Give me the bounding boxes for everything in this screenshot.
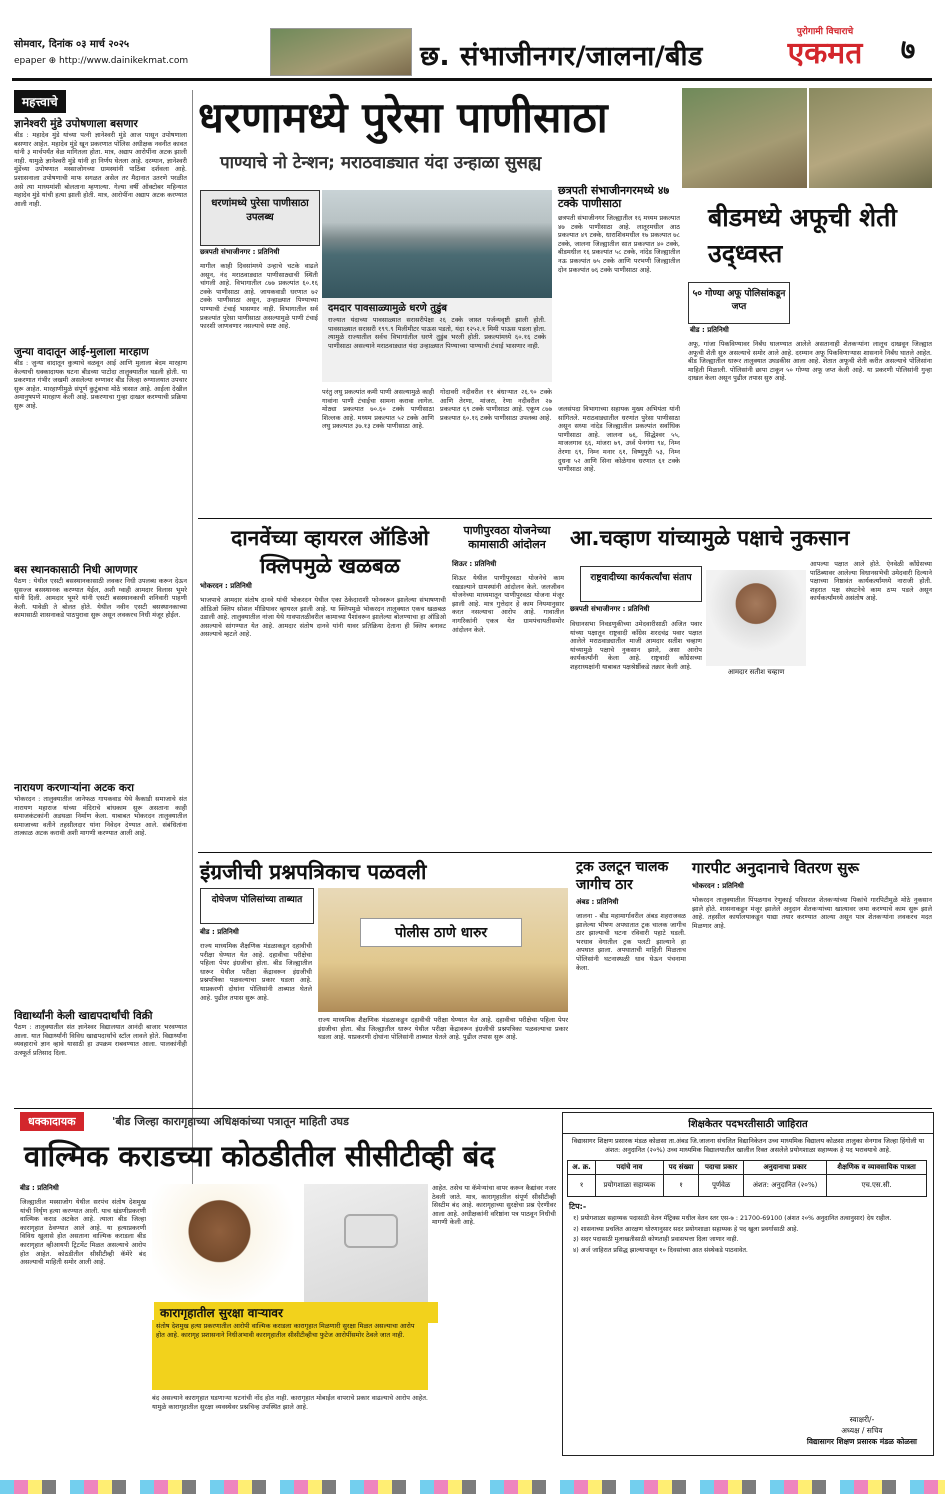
sidebar-item-body: पैठण : येथील एसटी बसस्थानकासाठी लवकर निधी उपलब्ध करून देऊन सुसज्ज बसस्थानक करण्यात येईल, अशी ग्वाही आमदार विलास भूमरे यांनी दिली. आमदार भूमरे यांनी एसटी बसस्थानकाची शनिवारी पाहणी केली. यावेळी ते बोलत होते. येथील नवीन एसटी बसस्थानकाच्या कामासाठी शासनाकडे पाठपुरावा सुरू असून लवकरच निधी मंजूर होईल. — [14, 577, 187, 620]
ad-th: पद संख्या — [663, 1161, 699, 1175]
ad-th: पदांचे नाव — [596, 1161, 664, 1175]
website-url[interactable]: http://www.dainikekmat.com — [59, 56, 189, 66]
ad-td: पूर्णवेळ — [699, 1175, 743, 1197]
ad-note: ३) सदर पदासाठी मुलाखतीसाठी कोणताही प्रवासभत्ता दिला जाणार नाही. — [573, 1236, 739, 1243]
garpit-headline: गारपीट अनुदानाचे वितरण सुरू — [692, 859, 860, 877]
recruitment-ad — [562, 1112, 934, 1456]
brand-logo — [773, 24, 877, 76]
color-registration-strip — [0, 1480, 945, 1494]
ad-th: अनुदानाचा प्रकार — [743, 1161, 826, 1175]
paani-body: शिऊर येथील पाणीपुरवठा योजनेचे काम रखडल्याने ग्रामस्थांनी आंदोलन केले. जलजीवन योजनेच्या माध्यमातून पाणीपुरवठा योजना मंजूर झाली आहे. मात्र गुत्तेदार हे काम नियमानुसार करत नसल्याचा आरोप आहे. गावातील नागरिकांनी एकत्र येत ग्रामपंचायतीसमोर आंदोलन केले. — [452, 574, 564, 634]
karad-headline: वाल्मिक कराडच्या कोठडीतील सीसीटीव्ही बंद — [24, 1139, 495, 1173]
karad-portrait — [152, 1184, 302, 1302]
chavan-body: विधानसभा निवडणुकीच्या उमेदवारीसाठी अजित पवार यांच्या पक्षातून राष्ट्रवादी काँग्रेस शरदचंद्र पवार पक्षात आलेले मराठवाड्यातील माजी आमदार सतीश चव्हाण यांच्यामुळे पक्षाचे नुकसान झाले, असा आरोप कार्यकर्त्यांनी केला आहे. राष्ट्रवादी काँग्रेसच्या शहराध्यक्षांनी याबाबत पक्षश्रेष्ठींकडे तक्रार केली आहे. — [570, 620, 702, 671]
page-number: ७ — [900, 33, 916, 66]
ad-signature — [807, 1414, 917, 1447]
truck-headline: ट्रक उलटून चालक जागीच ठार — [576, 859, 669, 893]
lead-stat-title: छत्रपती संभाजीनगरमध्ये ४७ टक्के पाणीसाठा — [558, 184, 670, 210]
lead-body-2: परंतु लघु प्रकल्पांत कमी पाणी असल्यामुळे काही गावांना पाणी टंचाईचा सामना करावा लागेल. मोठ्या प्रकल्पात ७०.६० टक्के पाणीसाठा शिल्लक आहे. मध्यम प्रकल्पात ५२ टक्के आणि लघु प्रकल्पात ३७.१३ टक्के पाणीसाठा आहे. — [322, 388, 434, 431]
masthead-rule — [12, 78, 932, 81]
ad-sign-org: विद्यासागर शिक्षण प्रसारक मंडळ कोळसा — [806, 1437, 917, 1446]
ad-td: अंशत: अनुदानित (२०%) — [743, 1175, 826, 1197]
danve-headline: दानवेंच्या व्हायरल ऑडिओ क्लिपमुळे खळबळ — [231, 526, 429, 578]
paani-dateline: शिऊर : प्रतिनिधी — [452, 560, 497, 568]
ad-th: पदाचा प्रकार — [699, 1161, 743, 1175]
sidebar-item-body: बीड : जुन्या वादातून कुत्र्याचे वळवून आई आणि मुलाला बेदम मारहाण केल्याची धक्कादायक घटना बीडच्या पाटोदा तालुक्यातील घडली होती. या प्रकरणात गंभीर जखमी असलेल्या रुग्णावर बीड जिल्हा रुग्णालयात उपचार सुरू आहेत. मारहाणीमुळे संपूर्ण कुटुंबाचा मोठे त्रासात आहे. आईला देखील अमानुषपणे मारहाण केली आहे. प्रकरणाचा गुन्हा दाखल करण्याची प्रक्रिया सुरू आहे. — [14, 359, 187, 410]
karad-body-2: आहेत. तसेच या कॅमेऱ्यांचा वापर करून कैद्यांवर नजर ठेवली जाते. मात्र, कारागृहातील संपूर्ण सीसीटीव्ही सिस्टीम बंद आहे. कारागृहाच्या सुरक्षेचा प्रश्न ऐरणीवर आला आहे. अधीक्षकांनी वरिष्ठांना पत्र पाठवून निधीची मागणी केली आहे. — [432, 1184, 556, 1227]
karad-cctv-image — [304, 1184, 428, 1302]
truck-body: जालना - बीड महामार्गावरील अंबड शहराजवळ झालेल्या भीषण अपघातात ट्रक चालक जागीच ठार झाल्याची घटना रविवारी पहाटे घडली. भरधाव वेगातील ट्रक पलटी झाल्याने हा अपघात झाला. अपघाताची माहिती मिळताच पोलिसांनी घटनास्थळी धाव घेऊन पंचनामा केला. — [576, 912, 686, 972]
garpit-dateline: भोकरदन : प्रतिनिधी — [692, 882, 744, 890]
lead-stat-box — [558, 184, 680, 404]
chavan-caption: आमदार सतीश चव्हाण — [727, 668, 785, 676]
ad-td: १ — [568, 1175, 596, 1197]
beed-sub-box — [688, 282, 790, 324]
lead-stat-body: छत्रपती संभाजीनगर जिल्ह्यातील १६ मध्यम प्रकल्पात ४७ टक्के पाणीसाठा आहे. लातूरमधील आठ प्रकल्पात ४९ टक्के, धाराशिवमधील १७ प्रकल्पात ७८ टक्के, जालना जिल्ह्यातील सात प्रकल्पात ४० टक्के, बीडमधील १६ प्रकल्पांत ५८ टक्के, नांदेड जिल्ह्यातील नऊ प्रकल्पांत ७५ टक्के आणि परभणी जिल्ह्यातील दोन प्रकल्पांत ७६ टक्के पाणीसाठा आहे. — [558, 214, 680, 274]
beed-body: अफू, गांजा पिकविण्यावर निर्बंध घालण्यात आलेले असतानाही शेतकऱ्यांना लालूच दाखवून जिल्ह्यात अफूची शेती सुरु असल्याचे समोर आले आहे. दरम्यान अफू पिकविणाऱ्यास शासनाने निर्बंध घातले आहेत. बीड जिल्ह्यातील धारूर तालुक्यात उघडकीस आला आहे. शेतात अफूची शेती करीत असल्याचे पोलिसांना माहिती मिळाली. पोलिसांनी छापा टाकून ५० गोण्या अफू जप्त केली आहे. या प्रकरणी पोलिसांनी गुन्हा दाखल केला असून पुढील तपास सुरु आहे. — [688, 340, 932, 383]
lead-body-4: जलसंपदा विभागाच्या सहायक मुख्य अभियंता यांनी सांगितले. मराठवाड्यातील धरणांत पुरेसा पाणीसाठा असून सध्या नांदेड जिल्ह्यातील प्रकल्पांत सर्वाधिक पाणीसाठा आहे. जालना ७६, सिद्धेश्वर ५५, माजलगाव ६६, मांजरा ७९, उर्ध्व पेनगंगा ९४, निम्न तेरणा ६९, निम्न मनार ६१, विष्णुपुरी ५३, निम्न दुधना ५२ आणि सिना कोळेगाव धरणात ६१ टक्के पाणीसाठा आहे. — [558, 405, 680, 474]
beed-headline: बीडमध्ये अफूची शेती उद्ध्वस्त — [708, 203, 897, 268]
ad-td: प्रयोगशाळा सहाय्यक — [596, 1175, 664, 1197]
section-rule-2 — [198, 852, 932, 853]
sidebar-item-title: बस स्थानकासाठी निधी आणणार — [14, 564, 138, 576]
masthead-dam-image — [270, 28, 412, 76]
truck-dateline: अंबड : प्रतिनिधी — [576, 898, 619, 906]
karad-photo-label: कारागृहातील सुरक्षा वाऱ्यावर — [154, 1302, 438, 1323]
karad-body: जिल्ह्यातील मस्साजोग येथील सरपंच संतोष देशमुख यांची निर्घृण हत्या करण्यात आली. याच खंडणीप्रकरणी वाल्मिक कराड अटकेत आहे. त्याला बीड जिल्हा कारागृहात ठेवण्यात आले आहे. या हत्याप्रकरणी विविध खुलासे होत असताना वाल्मिक कराडला बीड कारागृहात व्हीआयपी ट्रिटमेंट मिळत असल्याचे आरोप होत आहेत. कोठडीतील सीसीटीव्ही कॅमेरे बंद असल्याची माहिती समोर आली आहे. — [20, 1198, 146, 1267]
cctv-camera-icon — [344, 1214, 398, 1248]
lead-subhead: पाण्याचे नो टेन्शन; मराठवाड्यात यंदा उन्हाळा सुसह्य — [220, 153, 542, 173]
police-station-sign: पोलीस ठाणे धारुर — [360, 918, 522, 947]
epaper-label: epaper — [14, 56, 46, 66]
chavan-box-text: राष्ट्रवादीच्या कार्यकर्त्यांचा संताप — [590, 573, 692, 583]
lead-dam-photo — [322, 190, 552, 298]
karad-photo-caption: संतोष देशमुख हत्या प्रकरणातील आरोपी वाल्मिक कराडला कारागृहात मिळणारी सुरक्षा मिळत असल्याचा आरोप होत आहे. कारागृह प्रशासनाने निधीअभावी कारागृहातील सीसीटीव्हीचा फुटेज आरोपींसमोर ठेवले जात नाही. — [152, 1320, 428, 1390]
english-sub: दोघेजण पोलिसांच्या ताब्यात — [211, 895, 303, 905]
karad-label: धक्कादायक — [20, 1112, 84, 1131]
karad-dateline: बीड : प्रतिनिधी — [20, 1184, 59, 1192]
ad-table-header — [568, 1161, 927, 1175]
section-rule-1 — [198, 518, 932, 519]
sidebar-item-title: नारायण करणार्‍यांना अटक करा — [14, 782, 134, 794]
karad-kicker: 'बीड जिल्हा कारागृहाच्या अधिक्षकांच्या पत्रातून माहिती उघड — [112, 1115, 349, 1128]
english-body: राज्य माध्यमिक शैक्षणिक मंडळाकडून दहावीची परीक्षा घेण्यात येत आहे. दहावीचा परीक्षेचा पहिला पेपर इंग्रजीचा होता. बीड जिल्ह्यातील धारूर येथील परीक्षा केंद्रावरून इंग्रजीची प्रश्नपत्रिका पळवल्याचा प्रकार घडला आहे. याप्रकरणी दोघांना पोलिसांनी ताब्यात घेतले आहे. पुढील तपास सुरू आहे. — [200, 942, 312, 1002]
table-row — [568, 1175, 927, 1197]
sidebar-item-title: जुन्या वादातून आई-मुलाला मारहाण — [14, 346, 149, 358]
beed-sub: ५० गोण्या अफू पोलिसांकडून जप्त — [692, 289, 786, 312]
sidebar-item-body: पैठण : तालुक्यातील संत ज्ञानेश्वर विद्यालयात आनंदी बाजार भरवण्यात आला. यात विद्यार्थ्यांनी विविध खाद्यपदार्थांचे स्टॉल लावले होते. विद्यार्थ्यांना व्यवहाराचे ज्ञान व्हावे यासाठी हा उपक्रम राबवण्यात आला. पालकांनीही उत्स्फूर्त प्रतिसाद दिला. — [14, 1023, 187, 1057]
english-headline: इंग्रजीची प्रश्नपत्रिकाच पळवली — [200, 860, 427, 884]
section-title: छ. संभाजीनगर/जालना/बीड — [420, 41, 703, 72]
brand-name: एकमत — [787, 36, 863, 71]
english-dateline: बीड : प्रतिनिधी — [200, 928, 239, 936]
lead-photo-caption-box — [322, 298, 552, 382]
sidebar-item-body: बीड : महादेव मुंडे यांच्या पत्नी ज्ञानेश्वरी मुंडे आज पासून उपोषणाला बसणार आहेत. महादेव मुंडे खून प्रकरणात पोलिस अधीक्षक नवनीत कावत यांनी ३ मार्चपर्यंत वेळ मागितला होता. मात्र, अद्याप आरोपींना अटक झाली नाही. यामुळे ज्ञानेश्वरी मुंडे यांनी हा निर्णय घेतला आहे. दरम्यान, ज्ञानेश्वरी मुंडेंच्या उपोषणात मस्साजोगच्या ग्रामस्थांनी पाठिंबा दर्शवला आहे. प्रशासनाला उपोषणाची माफ सगळत असेल तर मैदानात उतरणे परळीत असे त्या माध्यमांशी बोलताना म्हणाल्या. गेल्या वर्षी ऑक्टोबर महिन्यात महादेव मुंडे यांची हत्या झाली होती. मात्र, आरोपींना अद्याप अटक करण्यात आली नाही. — [14, 131, 187, 208]
brand-tagline: पुरोगामी विचाराचे — [796, 27, 854, 37]
beed-photo-1 — [682, 88, 807, 188]
globe-icon: ⊕ — [48, 56, 59, 66]
masthead — [0, 0, 945, 92]
sidebar-item-title: विद्यार्थ्यांनी केली खाद्यपदार्थांची विक्री — [14, 1010, 153, 1022]
sidebar-item — [14, 345, 187, 559]
chavan-dateline: छत्रपती संभाजीनगर : प्रतिनिधी — [570, 605, 650, 613]
paani-headline: पाणीपुरवठा योजनेच्या कामासाठी आंदोलन — [463, 524, 551, 551]
lead-box-title: धरणांमध्ये पुरेसा पाणीसाठा उपलब्ध — [211, 198, 309, 223]
chavan-headline: आ.चव्हाण यांच्यामुळे पक्षाचे नुकसान — [570, 526, 850, 550]
police-station-photo — [318, 888, 568, 1012]
lead-photo-caption-title: दमदार पावसाळ्यामुळे धरणे तुडुंब — [328, 303, 448, 314]
chavan-box — [580, 566, 702, 602]
sidebar-item-title: ज्ञानेश्वरी मुंडे उपोषणाला बसणार — [14, 118, 138, 130]
ad-notes-label: टिप:- — [569, 1202, 587, 1211]
masthead-url-row — [14, 56, 188, 66]
ad-title: शिक्षकेतर पदभरतीसाठी जाहिरात — [563, 1113, 933, 1134]
english-sub-box — [200, 888, 314, 924]
sidebar-item — [14, 117, 187, 341]
sidebar-item — [14, 563, 187, 777]
ad-note: १) प्रयोगशाळा सहाय्यक पदासाठी वेतन मॅट्रिक्स मधील वेतन स्तर एस-७ : 21700-69100 (अंशत २०% अनुदानित तत्वानुसार) देय राहील. — [573, 1215, 892, 1222]
lead-body-1: मागील काही दिवसांमध्ये उन्हाचे चटके वाढले असून, नंद मराठवाड्यात पाणीसाठ्याची स्थिती चांगली आहे. विभागातील ८७७ प्रकल्पांत ६०.१६ टक्के पाणीसाठा आहे. जायकवाडी धरणात ७२ टक्के पाणीसाठा असून, उन्हाळ्यात पिण्याच्या पाण्याची टंचाई भासणार नाही. विभागातील सर्व प्रकल्पांत पुरेसा पाणीसाठा असल्यामुळे पाणी टंचाई फारशी जाणवणार नसल्याचे स्पष्ट आहे. — [200, 262, 318, 331]
sidebar-header: महत्त्वाचे — [14, 90, 66, 113]
chavan-body-2: आपल्या पक्षात आले होते. ऐनवेळी काँग्रेसच्या पाठिंब्यावर आलेल्या विधानसभेची उमेदवारी दिल्याने पक्षाच्या निष्ठावंत कार्यकर्त्यांमध्ये नाराजी होती. शहरात पक्ष संघटनेचे काम ठप्प पडले असून कार्यकर्त्यांमध्ये असंतोष आहे. — [810, 560, 932, 603]
lead-photo-caption: राज्यात यंदाच्या पावसाळ्यात सरासरीपेक्षा २६ टक्के जास्त पर्जन्यवृष्टी झाली होती. पावसाळ्यात सरासरी १९९.९ मिलीमीटर पाऊस पडतो, यंदा १२५२.१ मिमी पाऊस पडला होता. त्यामुळे राज्यातील सर्वच विभागांतील धरणे तुडुंब भरली होती. प्रकल्पांमध्ये ६०.१६ टक्के पाणीसाठा असल्याने मराठवाड्यात यंदा उन्हाळ्यात पिण्याच्या पाण्याची टंचाई भासणार नाही. — [328, 316, 546, 350]
danve-body: भाजपाचे आमदार संतोष दानवे यांची भोकरदन येथील एका ठेकेदाराशी फोनवरून झालेल्या संभाषणाची ऑडिओ क्लिप सोशल मीडियावर व्हायरल झाली आहे. या क्लिपमुळे भोकरदन तालुक्यात एकच खळबळ उडाली आहे. तालुक्यातील नांजा येथे गावपातळीवरील कामाच्या पैशांवरून झालेल्या बोलण्याचा हा ऑडिओ असल्याचे सांगण्यात येत आहे. आमदार संतोष दानवे यांनी यावर प्रतिक्रिया देताना ही क्लिप बनावट असल्याचे म्हटले आहे. — [200, 596, 446, 639]
ad-table — [567, 1160, 927, 1197]
sidebar-item — [14, 781, 187, 1005]
chavan-photo — [706, 570, 806, 666]
ad-note: २) शासनाच्या प्रचलित आरक्षण धोरणानुसार सदर प्रयोगशाळा सहाय्यक हे पद खुला प्रवर्गासाठी आहे. — [573, 1225, 799, 1233]
karad-body-3: बंद असल्याने कारागृहात घडणाऱ्या घटनांची नोंद होत नाही. कारागृहात मोबाईल वापराचे प्रकार वाढल्याचे आरोप आहेत. यामुळे कारागृहातील सुरक्षा व्यवस्थेवर प्रश्नचिन्ह उपस्थित झाले आहे. — [152, 1394, 428, 1411]
english-body-2: राज्य माध्यमिक शैक्षणिक मंडळाकडून दहावीची परीक्षा घेण्यात येत आहे. दहावीचा परीक्षेचा पहिला पेपर इंग्रजीचा होता. बीड जिल्ह्यातील धारूर येथील परीक्षा केंद्रावरून इंग्रजीची प्रश्नपत्रिका पळवल्याचा प्रकार घडला आहे. याप्रकरणी दोघांना पोलिसांनी ताब्यात घेतले आहे. पुढील तपास सुरू आहे. — [318, 1016, 568, 1042]
lead-headline: धरणामध्ये पुरेसा पाणीसाठा — [198, 93, 608, 142]
sidebar-item-body: भोकरदन : तालुक्यातील जानेफळ गायकवाड येथे कैकाडी समाजाचे संत नारायण महाराज यांच्या मंदिराचे बांधकाम सुरू असताना काही समाजकंटकांनी अडथळा निर्माण केला. याबाबत भोकरदन तालुक्यातील समाजाच्या वतीने तहसीलदार यांना निवेदन देण्यात आले. संबंधितांना तात्काळ अटक करावी अशी मागणी करण्यात आली आहे. — [14, 795, 187, 838]
ad-th: शैक्षणिक व व्यावसायिक पात्रता — [827, 1161, 927, 1175]
ad-td: १ — [663, 1175, 699, 1197]
ad-note: ४) अर्ज जाहिरात प्रसिद्ध झाल्यापासून १० दिवसांच्या आत संस्थेकडे पाठवावेत. — [573, 1246, 748, 1254]
lead-body-3: गोदावरी नदीवरील ११ बंधाऱ्यात २६.९० टक्के आणि तेरणा, मांजरा, रेणा नदीवरील २७ प्रकल्पात ६९ टक्के पाणीसाठा आहे. एकूण ८७७ प्रकल्पात ६०.१६ टक्के पाणीसाठा उपलब्ध आहे. — [440, 388, 552, 422]
lead-dateline: छत्रपती संभाजीनगर : प्रतिनिधी — [200, 248, 280, 256]
beed-photo-2 — [809, 88, 932, 188]
beed-dateline: बीड : प्रतिनिधी — [690, 326, 729, 334]
masthead-date: सोमवार, दिनांक ०३ मार्च २०२५ — [14, 39, 130, 50]
ad-intro: विद्यासागर शिक्षण प्रसारक मंडळ कोळसा ता.अंबड जि.जालना संचलित विद्यानिकेतन उच्च माध्यमिक विद्यालय कोळसा तालुका सेनगाव जिल्हा हिंगोली या अंशत: अनुदानित (२०%) उच्च माध्यमिक विद्यालयातील खालील रिक्त असलेले प्रयोगशाळा सहाय्यक हे पद भरावयाचे आहे. — [571, 1137, 925, 1154]
ad-sign-label: स्वाक्षरी/- — [849, 1415, 875, 1424]
danve-dateline: भोकरदन : प्रतिनिधी — [200, 582, 252, 590]
garpit-body: भोकरदन तालुक्यातील पिंपळगाव रेणुकाई परिसरात शेतकऱ्यांच्या पिकांचे गारपिटीमुळे मोठे नुकसान झाले होते. शासनाकडून मंजूर झालेले अनुदान शेतकऱ्यांच्या खात्यावर जमा करण्याचे काम सुरू झाले आहे. तहसील कार्यालयाकडून याद्या तयार करण्यात आल्या असून पात्र शेतकऱ्यांना लवकरच मदत मिळणार आहे. — [692, 896, 932, 930]
ad-th: अ. क्र. — [568, 1161, 596, 1175]
ad-sign-role: अध्यक्ष / सचिव — [841, 1426, 883, 1435]
section-rule-3 — [14, 1108, 932, 1109]
lead-box — [200, 190, 320, 246]
ad-td: एच.एस.सी. — [827, 1175, 927, 1197]
